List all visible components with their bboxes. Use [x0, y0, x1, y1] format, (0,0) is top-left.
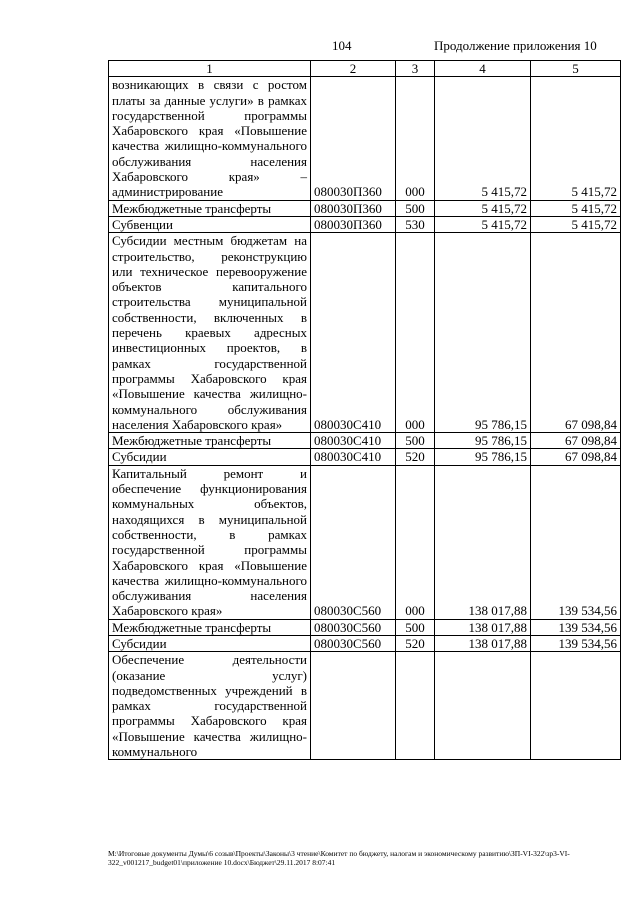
row-name: Субвенции — [109, 216, 311, 232]
target-code: 080030П360 — [311, 216, 396, 232]
target-code: 080030С560 — [311, 635, 396, 651]
expense-type: 000 — [396, 233, 435, 433]
table-row — [109, 635, 621, 651]
amount-year2: 67 098,84 — [531, 433, 621, 449]
table-row — [109, 200, 621, 216]
table-row — [109, 233, 621, 433]
amount-year1: 95 786,15 — [435, 233, 531, 433]
table-row — [109, 433, 621, 449]
expense-type: 500 — [396, 200, 435, 216]
column-header: 2 — [311, 61, 396, 77]
document-path-footer: M:\Итоговые документы Думы\6 созыв\Проекты\Законы\3 чтение\Комитет по бюджету, налогам и экономическому развитию\ЗП-VI-322\зр3-VI-322_v001217_budget01\приложение 10.docx\Бюджет\29.11.2017 8:07:41 — [108, 849, 570, 867]
amount-year2: 67 098,84 — [531, 233, 621, 433]
amount-year2: 5 415,72 — [531, 200, 621, 216]
row-name: Капитальный ремонт и обеспечение функционирования коммунальных объектов, находящихся в муниципальной собственности, в рамках государственной программы Хабаровского края «Повышение качества жилищно-коммунального обслуживания населения Хабаровского края» — [109, 465, 311, 619]
amount-year2: 139 534,56 — [531, 465, 621, 619]
target-code — [311, 652, 396, 760]
target-code: 080030С560 — [311, 619, 396, 635]
target-code: 080030С560 — [311, 465, 396, 619]
budget-table — [108, 60, 621, 760]
table-row-continued — [109, 652, 621, 760]
amount-year2 — [531, 652, 621, 760]
row-name: возникающих в связи с ростом платы за данные услуги» в рамках государственной программы Хабаровского края «Повышение качества жилищно-коммунального обслуживания населения Хабаровского края» – администрирование — [109, 77, 311, 200]
column-header: 3 — [396, 61, 435, 77]
target-code: 080030П360 — [311, 77, 396, 200]
table-row — [109, 449, 621, 465]
expense-type: 500 — [396, 619, 435, 635]
expense-type: 530 — [396, 216, 435, 232]
expense-type — [396, 652, 435, 760]
amount-year1: 138 017,88 — [435, 619, 531, 635]
row-name: Субсидии местным бюджетам на строительство, реконструкцию или техническое перевооружение объектов капитального строительства муниципальной собственности, включенных в перечень краевых адресных инвестиционных проектов, в рамках государственной программы Хабаровского края «Повышение качества жилищно-коммунального обслуживания населения Хабаровского края» — [109, 233, 311, 433]
expense-type: 520 — [396, 635, 435, 651]
target-code: 080030С410 — [311, 233, 396, 433]
amount-year2: 139 534,56 — [531, 619, 621, 635]
expense-type: 000 — [396, 465, 435, 619]
continuation-label: Продолжение приложения 10 — [434, 38, 597, 53]
amount-year1: 95 786,15 — [435, 449, 531, 465]
column-header: 4 — [435, 61, 531, 77]
expense-type: 500 — [396, 433, 435, 449]
row-name: Межбюджетные трансферты — [109, 200, 311, 216]
amount-year1 — [435, 652, 531, 760]
row-name: Субсидии — [109, 635, 311, 651]
target-code: 080030С410 — [311, 433, 396, 449]
expense-type: 520 — [396, 449, 435, 465]
amount-year1: 138 017,88 — [435, 635, 531, 651]
column-number-row — [109, 61, 621, 77]
amount-year1: 5 415,72 — [435, 77, 531, 200]
table-row — [109, 216, 621, 232]
row-name: Межбюджетные трансферты — [109, 433, 311, 449]
row-name: Субсидии — [109, 449, 311, 465]
target-code: 080030П360 — [311, 200, 396, 216]
row-name: Обеспечение деятельности (оказание услуг) подведомственных учреждений в рамках государственной программы Хабаровского края «Повышение качества жилищно-коммунального — [109, 652, 311, 760]
table-row — [109, 465, 621, 619]
amount-year2: 67 098,84 — [531, 449, 621, 465]
column-header: 5 — [531, 61, 621, 77]
amount-year2: 139 534,56 — [531, 635, 621, 651]
amount-year1: 95 786,15 — [435, 433, 531, 449]
column-header: 1 — [109, 61, 311, 77]
amount-year1: 5 415,72 — [435, 216, 531, 232]
amount-year2: 5 415,72 — [531, 216, 621, 232]
row-name: Межбюджетные трансферты — [109, 619, 311, 635]
expense-type: 000 — [396, 77, 435, 200]
page-number: 104 — [332, 38, 352, 53]
table-row — [109, 619, 621, 635]
amount-year2: 5 415,72 — [531, 77, 621, 200]
amount-year1: 138 017,88 — [435, 465, 531, 619]
target-code: 080030С410 — [311, 449, 396, 465]
table-row — [109, 77, 621, 200]
amount-year1: 5 415,72 — [435, 200, 531, 216]
